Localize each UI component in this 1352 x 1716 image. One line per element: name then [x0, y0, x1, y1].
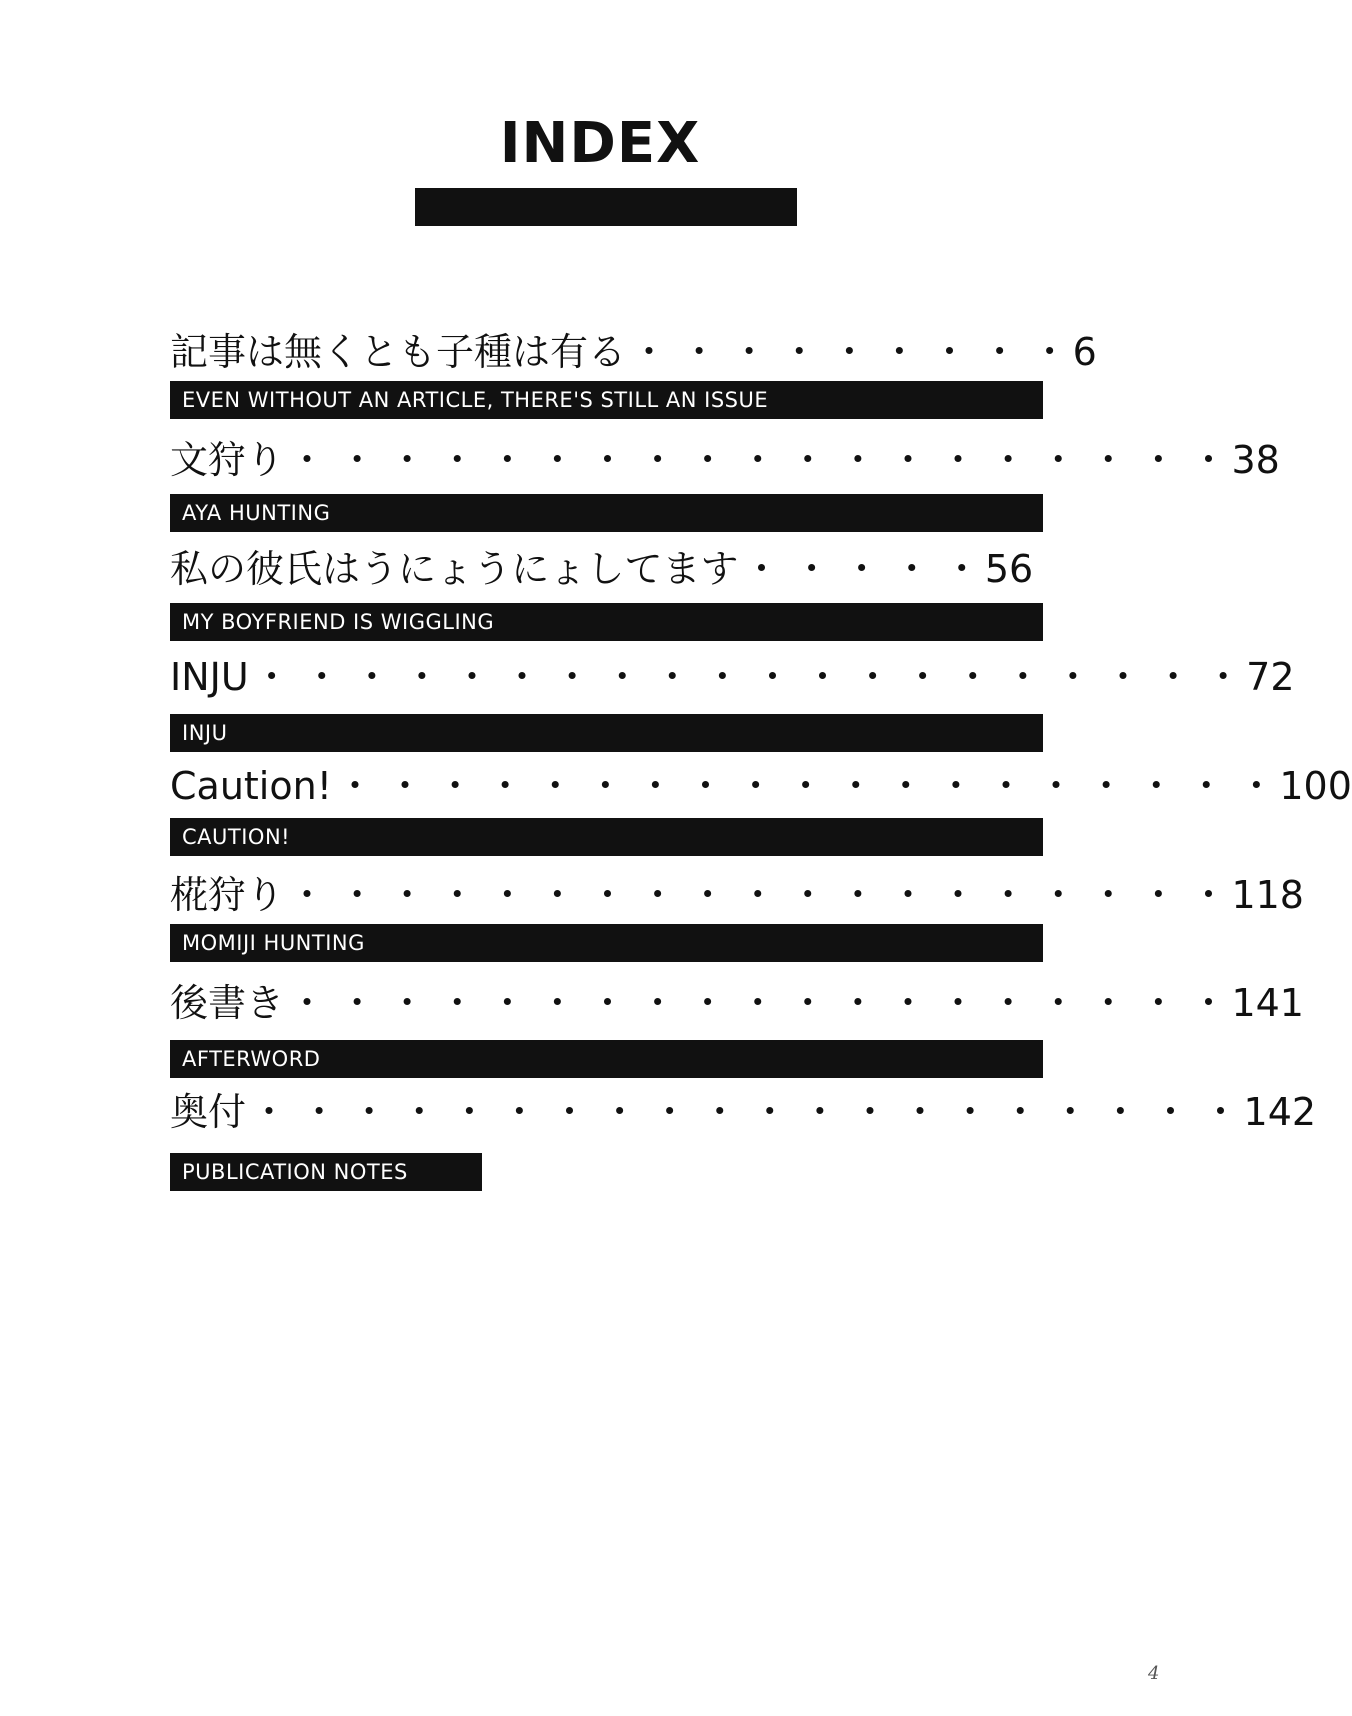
title-underline-bar: [415, 188, 797, 226]
entry-subtitle-bar: EVEN WITHOUT AN ARTICLE, THERE'S STILL AN ISSUE: [170, 381, 1043, 419]
entry-title-jp: Caution!: [170, 764, 332, 808]
toc-entry[interactable]: [170, 1087, 1316, 1137]
entry-page-number: 6: [1072, 330, 1097, 374]
entry-subtitle-bar: AYA HUNTING: [170, 494, 1043, 532]
page-title: INDEX: [499, 111, 701, 176]
entry-title-jp: 奥付: [170, 1090, 247, 1134]
entry-leader-dots: ・ ・ ・ ・ ・ ・ ・ ・ ・ ・ ・ ・ ・ ・ ・ ・ ・ ・ ・: [335, 764, 1276, 808]
entry-subtitle-bar: PUBLICATION NOTES: [170, 1153, 482, 1191]
entry-title-jp: 私の彼氏はうにょうにょしてます: [170, 547, 739, 591]
entry-leader-dots: ・ ・ ・ ・ ・ ・ ・ ・ ・ ・ ・ ・ ・ ・ ・ ・ ・ ・ ・ ・: [250, 1090, 1240, 1134]
entry-subtitle-bar: INJU: [170, 714, 1043, 752]
entry-leader-dots: ・ ・ ・ ・ ・ ・ ・ ・ ・ ・ ・ ・ ・ ・ ・ ・ ・ ・ ・ ・: [252, 655, 1243, 699]
entry-page-number: 118: [1231, 873, 1304, 917]
entry-title-jp: 椛狩り: [170, 873, 285, 917]
entry-leader-dots: ・ ・ ・ ・ ・ ・ ・ ・ ・: [630, 330, 1069, 374]
entry-subtitle-bar: MY BOYFRIEND IS WIGGLING: [170, 603, 1043, 641]
entry-page-number: 142: [1243, 1090, 1317, 1134]
entry-page-number: 72: [1246, 655, 1295, 699]
entry-subtitle-bar: MOMIJI HUNTING: [170, 924, 1043, 962]
entry-leader-dots: ・ ・ ・ ・ ・: [742, 547, 981, 591]
toc-entry[interactable]: [170, 761, 1352, 811]
page-number: 4: [1148, 1663, 1160, 1684]
toc-entry[interactable]: [170, 435, 1280, 485]
entry-page-number: 56: [984, 547, 1034, 591]
entry-leader-dots: ・ ・ ・ ・ ・ ・ ・ ・ ・ ・ ・ ・ ・ ・ ・ ・ ・ ・ ・: [288, 873, 1228, 917]
entry-leader-dots: ・ ・ ・ ・ ・ ・ ・ ・ ・ ・ ・ ・ ・ ・ ・ ・ ・ ・ ・: [288, 438, 1228, 482]
entry-title-jp: 記事は無くとも子種は有る: [170, 330, 627, 374]
toc-entry[interactable]: [170, 327, 1097, 377]
entry-page-number: 141: [1231, 981, 1304, 1025]
toc-entry[interactable]: [170, 870, 1304, 920]
entry-title-jp: INJU: [170, 655, 249, 699]
entry-title-jp: 文狩り: [170, 438, 285, 482]
entry-leader-dots: ・ ・ ・ ・ ・ ・ ・ ・ ・ ・ ・ ・ ・ ・ ・ ・ ・ ・ ・: [288, 981, 1228, 1025]
entry-page-number: 100: [1279, 764, 1352, 808]
toc-entry[interactable]: [170, 544, 1033, 594]
entry-page-number: 38: [1231, 438, 1280, 482]
entry-title-jp: 後書き: [170, 981, 285, 1025]
toc-entry[interactable]: [170, 978, 1304, 1028]
entry-subtitle-bar: CAUTION!: [170, 818, 1043, 856]
toc-entry[interactable]: [170, 652, 1295, 702]
entry-subtitle-bar: AFTERWORD: [170, 1040, 1043, 1078]
